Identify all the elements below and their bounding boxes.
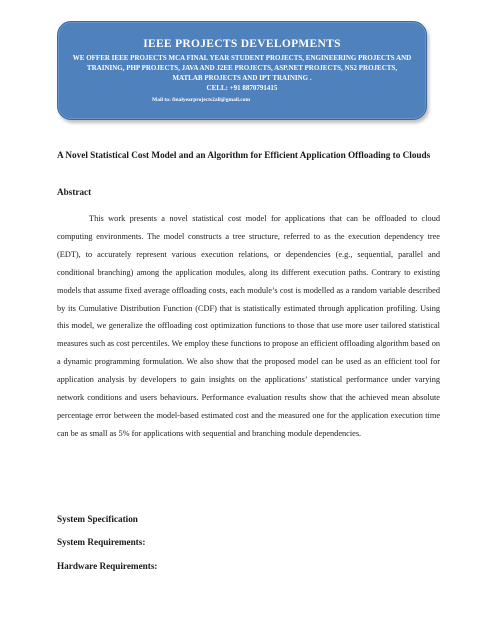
- banner-title: IEEE PROJECTS DEVELOPMENTS: [143, 38, 341, 50]
- system-specification-heading: System Specification: [57, 514, 138, 524]
- system-requirements-heading: System Requirements:: [57, 537, 146, 547]
- abstract-text: This work presents a novel statistical cost model for applications that can be offloaded to cloud computing environments. The model constructs a tree structure, referred to as the execution dependency tree (EDT), to accurately represent various execution relations, or dependencies (e.g., sequential, parallel and conditional branching) among the application modules, along its different execution paths. Contrary to existing models that assume fixed average offloading costs, each module’s cost is modelled as a random variable described by its Cumulative Distribution Function (CDF) that is statistically estimated through application profiling. Using this model, we generalize the offloading cost optimization functions to those that use more user tailored statistical measures such as cost percentiles. We employ these functions to propose an efficient offloading algorithm based on a dynamic programming formulation. We also show that the proposed model can be used as an efficient tool for application analysis by developers to gain insights on the applications’ statistical performance under varying network conditions and users behaviours. Performance evaluation results show that the achieved mean absolute percentage error between the model-based estimated cost and the measured one for the application execution time can be as small as 5% for applications with sequential and branching module dependencies.: [57, 214, 440, 438]
- hardware-requirements-heading: Hardware Requirements:: [57, 561, 158, 571]
- banner-cell-number: CELL: +91 8870791415: [206, 84, 278, 92]
- paper-title: A Novel Statistical Cost Model and an Algorithm for Efficient Application Offloading to Clouds: [57, 150, 431, 160]
- ieee-projects-banner: [57, 21, 427, 120]
- abstract-heading: Abstract: [57, 187, 92, 197]
- banner-offer-text: WE OFFER IEEE PROJECTS MCA FINAL YEAR STUDENT PROJECTS, ENGINEERING PROJECTS AND TRAINING, PHP PROJECTS, JAVA AND J2EE PROJECTS, ASP.NET PROJECTS, NS2 PROJECTS, MATLAB PROJECTS AND IPT TRAINING .: [72, 54, 412, 82]
- banner-mail: Mail to: finalyearprojects2all@gmail.com: [152, 97, 251, 103]
